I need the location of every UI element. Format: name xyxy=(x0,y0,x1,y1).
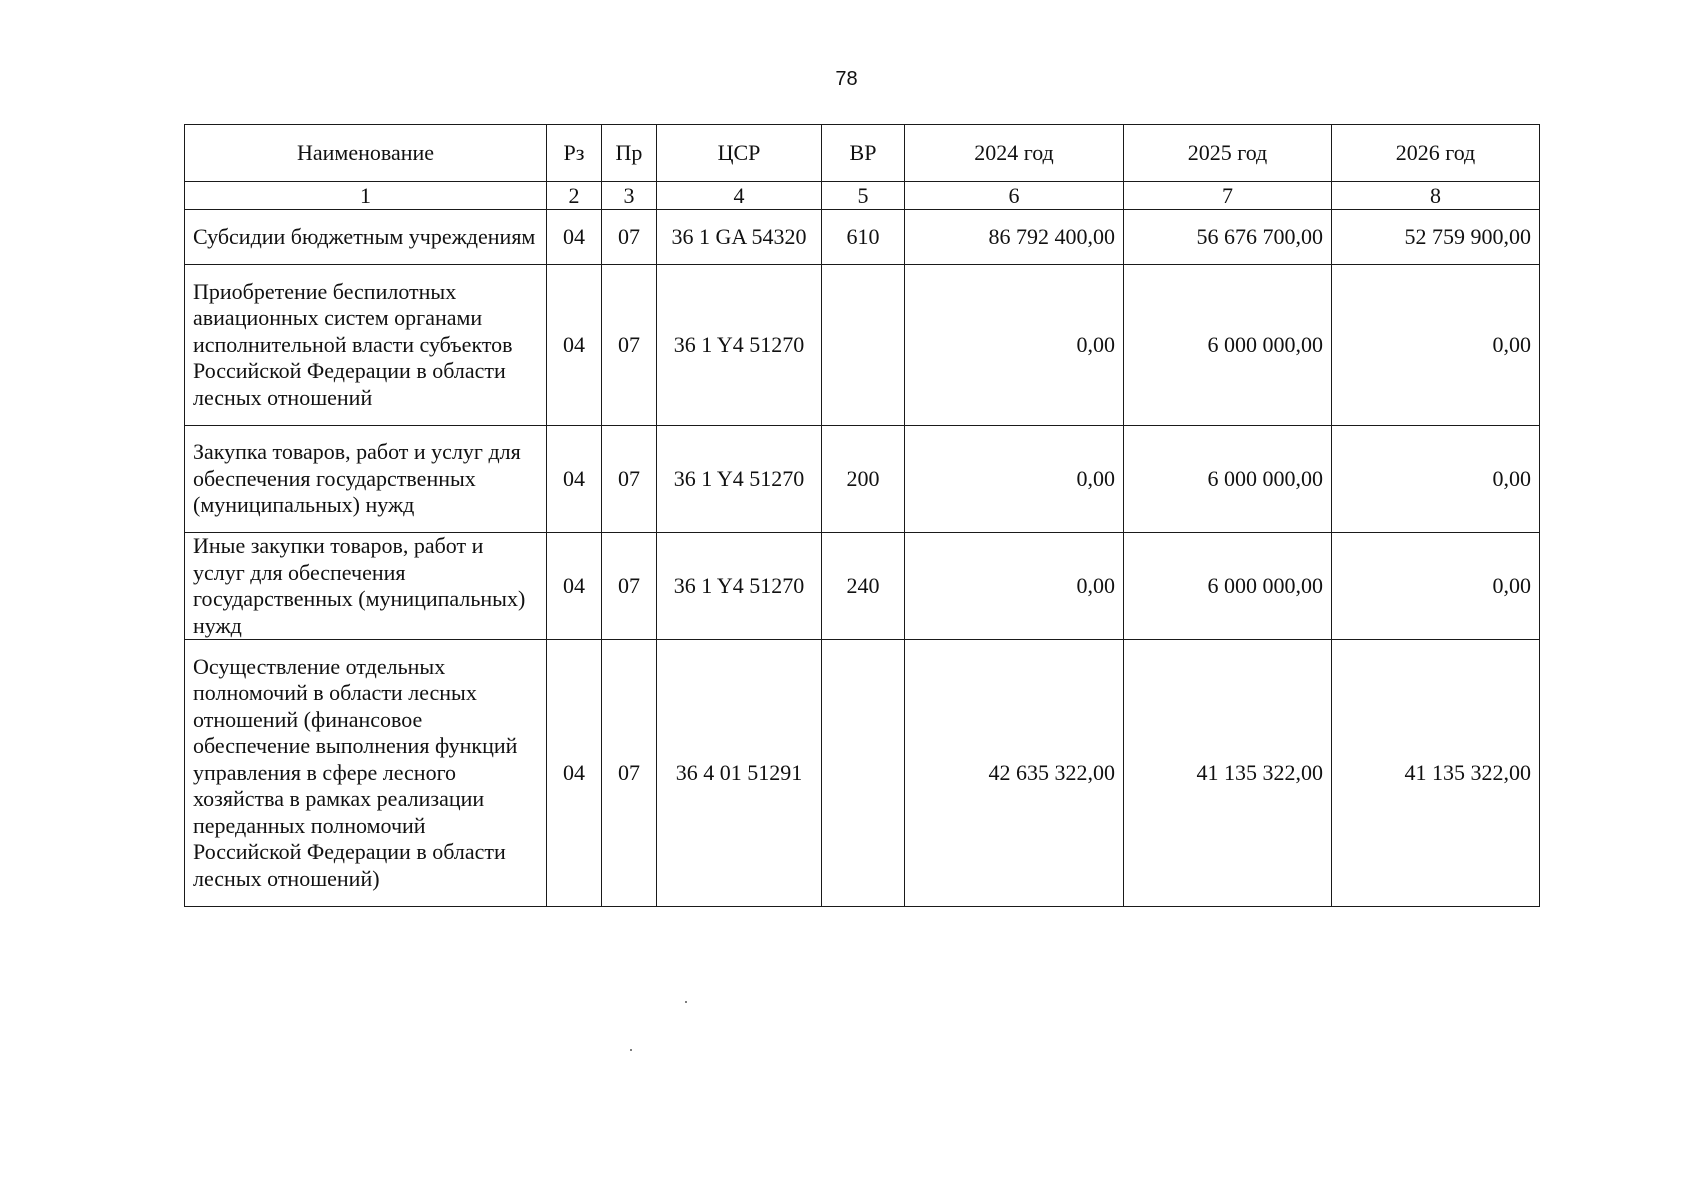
row-name: Осуществление отдельных полномочий в области лесных отношений (финансовое обеспечение выполнения функций управления в сфере лесного хозяйства в рамках реализации переданных полномочий Российской Федерации в области лесных отношений) xyxy=(185,640,547,907)
row-vr: 240 xyxy=(822,533,905,640)
row-csr: 36 4 01 51291 xyxy=(657,640,822,907)
row-amount-2025: 56 676 700,00 xyxy=(1124,210,1332,265)
header-vr: ВР xyxy=(822,125,905,182)
row-pr: 07 xyxy=(602,426,657,533)
scan-speck xyxy=(685,1001,687,1003)
row-amount-2024: 86 792 400,00 xyxy=(905,210,1124,265)
row-amount-2024: 0,00 xyxy=(905,265,1124,426)
row-pr: 07 xyxy=(602,533,657,640)
column-number: 3 xyxy=(602,182,657,210)
row-vr xyxy=(822,640,905,907)
row-csr: 36 1 Y4 51270 xyxy=(657,265,822,426)
row-vr: 610 xyxy=(822,210,905,265)
row-pr: 07 xyxy=(602,640,657,907)
page-number: 78 xyxy=(835,68,858,90)
row-amount-2024: 0,00 xyxy=(905,426,1124,533)
row-csr: 36 1 Y4 51270 xyxy=(657,533,822,640)
row-rz: 04 xyxy=(547,210,602,265)
table-row xyxy=(185,533,1540,640)
table-header xyxy=(185,125,1540,210)
row-amount-2025: 41 135 322,00 xyxy=(1124,640,1332,907)
row-amount-2025: 6 000 000,00 xyxy=(1124,533,1332,640)
row-vr: 200 xyxy=(822,426,905,533)
header-rz: Рз xyxy=(547,125,602,182)
header-2026: 2026 год xyxy=(1332,125,1540,182)
row-vr xyxy=(822,265,905,426)
table-row xyxy=(185,640,1540,907)
column-number: 4 xyxy=(657,182,822,210)
row-name: Закупка товаров, работ и услуг для обеспечения государственных (муниципальных) нужд xyxy=(185,426,547,533)
header-2024: 2024 год xyxy=(905,125,1124,182)
table-row xyxy=(185,265,1540,426)
row-amount-2024: 42 635 322,00 xyxy=(905,640,1124,907)
row-name: Субсидии бюджетным учреждениям xyxy=(185,210,547,265)
row-pr: 07 xyxy=(602,265,657,426)
row-name: Иные закупки товаров, работ и услуг для обеспечения государственных (муниципальных) нужд xyxy=(185,533,547,640)
header-name: Наименование xyxy=(185,125,547,182)
row-csr: 36 1 Y4 51270 xyxy=(657,426,822,533)
column-number: 5 xyxy=(822,182,905,210)
column-number: 6 xyxy=(905,182,1124,210)
table-body xyxy=(185,210,1540,907)
row-rz: 04 xyxy=(547,265,602,426)
row-rz: 04 xyxy=(547,640,602,907)
column-number: 8 xyxy=(1332,182,1540,210)
row-name: Приобретение беспилотных авиационных систем органами исполнительной власти субъектов Российской Федерации в области лесных отношений xyxy=(185,265,547,426)
row-rz: 04 xyxy=(547,426,602,533)
column-number: 7 xyxy=(1124,182,1332,210)
row-amount-2026: 41 135 322,00 xyxy=(1332,640,1540,907)
header-pr: Пр xyxy=(602,125,657,182)
column-number: 2 xyxy=(547,182,602,210)
row-amount-2026: 0,00 xyxy=(1332,265,1540,426)
header-row xyxy=(185,125,1540,182)
row-rz: 04 xyxy=(547,533,602,640)
column-number: 1 xyxy=(185,182,547,210)
row-pr: 07 xyxy=(602,210,657,265)
budget-table xyxy=(184,124,1540,907)
row-amount-2026: 0,00 xyxy=(1332,533,1540,640)
table-row xyxy=(185,210,1540,265)
row-amount-2026: 52 759 900,00 xyxy=(1332,210,1540,265)
row-csr: 36 1 GA 54320 xyxy=(657,210,822,265)
table-row xyxy=(185,426,1540,533)
column-number-row xyxy=(185,182,1540,210)
header-csr: ЦСР xyxy=(657,125,822,182)
header-2025: 2025 год xyxy=(1124,125,1332,182)
row-amount-2025: 6 000 000,00 xyxy=(1124,265,1332,426)
row-amount-2024: 0,00 xyxy=(905,533,1124,640)
row-amount-2025: 6 000 000,00 xyxy=(1124,426,1332,533)
scan-speck xyxy=(630,1049,632,1051)
row-amount-2026: 0,00 xyxy=(1332,426,1540,533)
